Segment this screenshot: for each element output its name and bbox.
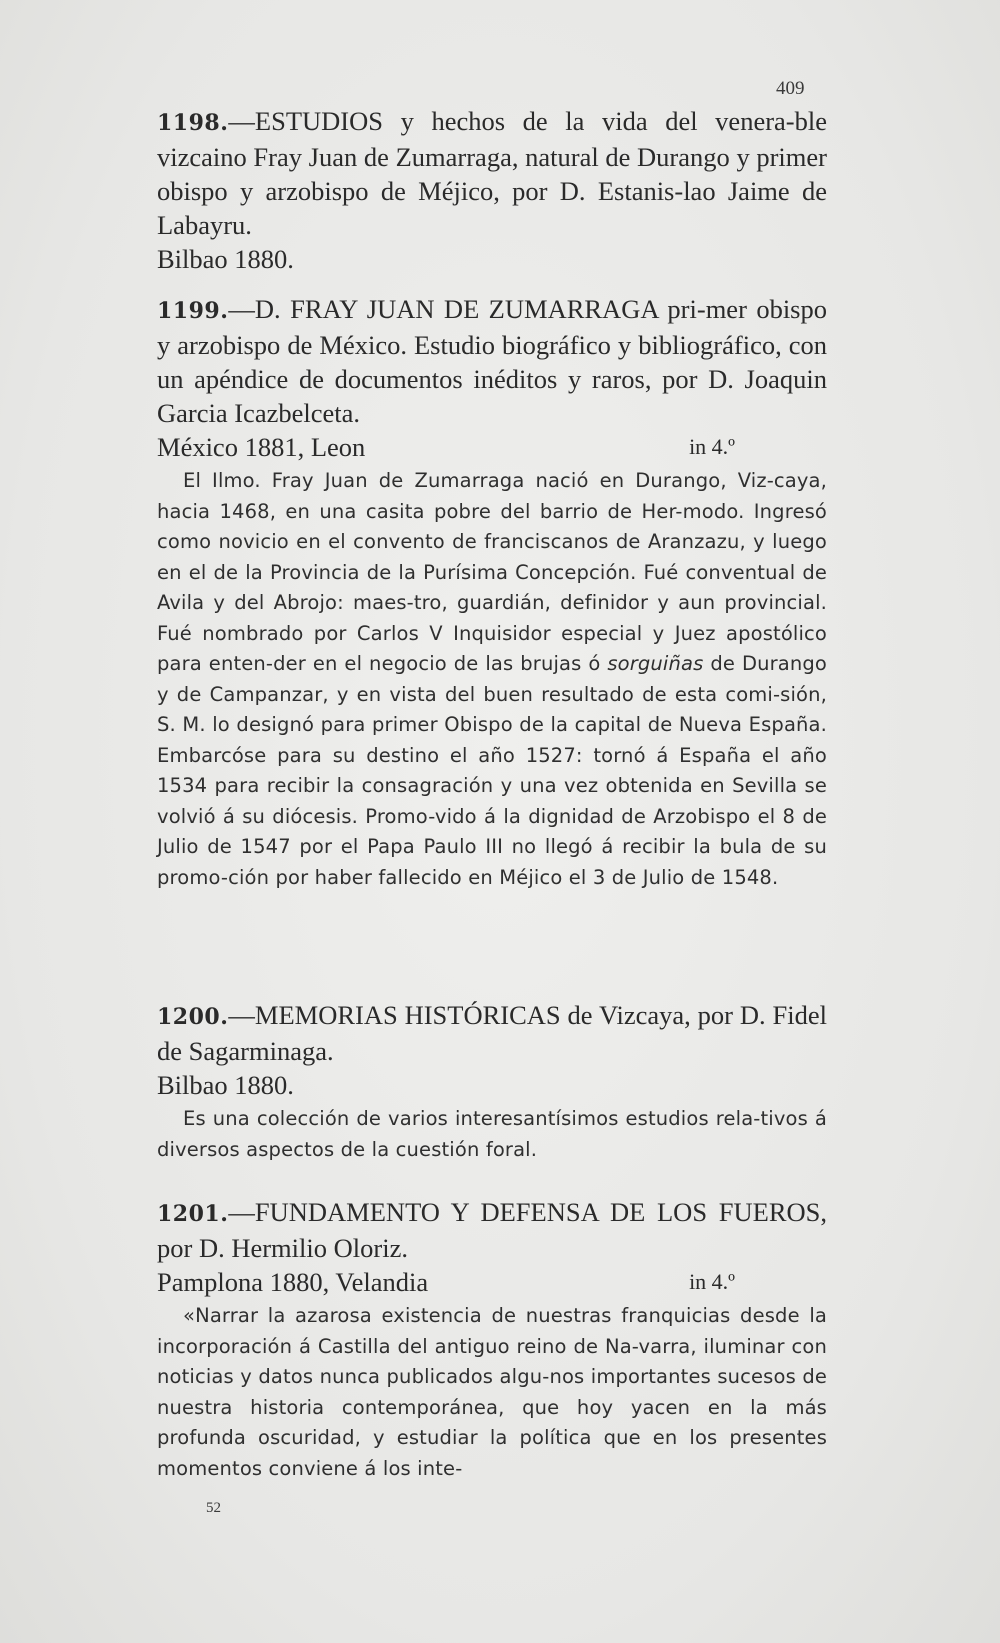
entry-imprint bbox=[157, 1265, 827, 1299]
note-text: «Narrar la azarosa existencia de nuestras franquicias desde la incorporación á Castilla del antiguo reino de Na-varra, iluminar con noticias y datos nunca publicados algu-nos importantes sucesos de nuestra historia contemporánea, que hoy yacen en la más profunda oscuridad, y estudiar la política que en los presentes momentos conviene á los inte- bbox=[157, 1304, 827, 1480]
entry-dash: — bbox=[228, 1197, 255, 1227]
entry-imprint bbox=[157, 242, 827, 276]
note-text: El Ilmo. Fray Juan de Zumarraga nació en Durango, Viz-caya, hacia 1468, en una casita pobre del barrio de Her-modo. Ingresó como novicio en el convento de franciscanos de Aranzazu, y luego en el de la Provincia de la Purísima Concepción. Fué conventual de Avila y del Abrojo: maes-tro, guardián, definidor y aun provincial. Fué nombrado por Carlos V Inquisidor especial y Juez apostólico para enten-der en el negocio de las brujas ó bbox=[157, 469, 827, 675]
catalog-entry-1201 bbox=[157, 1195, 827, 1484]
entry-title bbox=[157, 292, 827, 430]
entry-imprint bbox=[157, 1068, 827, 1102]
entry-title-text: MEMORIAS HISTÓRICAS de Vizcaya, por D. Fidel de Sagarminaga. bbox=[157, 1000, 827, 1066]
note-italic-term: sorguiñas bbox=[607, 652, 704, 675]
signature-mark: 52 bbox=[206, 1500, 221, 1516]
entry-place: Bilbao 1880. bbox=[157, 244, 294, 274]
entry-note bbox=[157, 1301, 827, 1484]
note-text: Es una colección de varios interesantísimos estudios rela-tivos á diversos aspectos de la cuestión foral. bbox=[157, 1107, 827, 1161]
entry-note bbox=[157, 466, 827, 893]
entry-number: 1200. bbox=[157, 1004, 229, 1030]
catalog-entry-1198 bbox=[157, 104, 827, 276]
entry-title bbox=[157, 1195, 827, 1265]
entry-title-text: FUNDAMENTO Y DEFENSA DE LOS FUEROS, por D. Hermilio Oloriz. bbox=[157, 1197, 827, 1263]
entry-place: Pamplona 1880, Velandia bbox=[157, 1267, 429, 1297]
note-text-continued: de Durango y de Campanzar, y en vista del buen resultado de esta comi-sión, S. M. lo designó para primer Obispo de la capital de Nueva España. Embarcóse para su destino el año 1527: tornó á España el año 1534 para recibir la consagración y una vez obtenida en Sevilla se volvió á su diócesis. Promo-vido á la dignidad de Arzobispo el 8 de Julio de 1547 por el Papa Paulo III no llegó á recibir la bula de su promo-ción por haber fallecido en Méjico el 3 de Julio de 1548. bbox=[157, 652, 828, 889]
entry-title-text: ESTUDIOS y hechos de la vida del venera-ble vizcaino Fray Juan de Zumarraga, natural de Durango y primer obispo y arzobispo de Méjico, por D. Estanis-lao Jaime de Labayru. bbox=[157, 106, 827, 240]
catalog-entry-1199 bbox=[157, 292, 827, 893]
catalog-entry-1200 bbox=[157, 998, 827, 1165]
entry-title-text: D. FRAY JUAN DE ZUMARRAGA pri-mer obispo y arzobispo de México. Estudio biográfico y bibliográfico, con un apéndice de documentos inéditos y raros, por D. Joaquin Garcia Icazbelceta. bbox=[157, 294, 827, 428]
entry-format: in 4.º bbox=[689, 434, 735, 459]
entry-dash: — bbox=[228, 1000, 255, 1030]
entry-number: 1198. bbox=[157, 110, 229, 136]
entry-note bbox=[157, 1104, 827, 1165]
entry-format: in 4.º bbox=[689, 1269, 735, 1294]
page-number: 409 bbox=[776, 78, 805, 99]
entry-place: Bilbao 1880. bbox=[157, 1070, 294, 1100]
entry-place: México 1881, Leon bbox=[157, 432, 366, 462]
entry-title bbox=[157, 104, 827, 242]
entry-dash: — bbox=[228, 294, 255, 324]
entry-title bbox=[157, 998, 827, 1068]
entry-imprint bbox=[157, 430, 827, 464]
entry-number: 1201. bbox=[157, 1201, 229, 1227]
entry-number: 1199. bbox=[157, 298, 229, 324]
entry-dash: — bbox=[228, 106, 255, 136]
